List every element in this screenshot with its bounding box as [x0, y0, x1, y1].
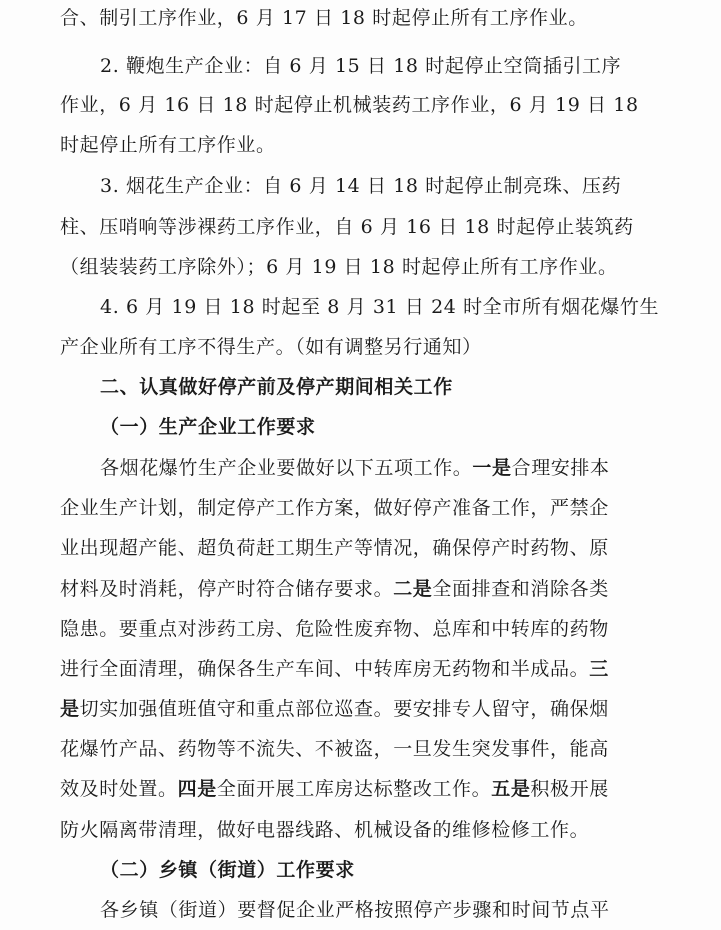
text-line	[60, 536, 660, 560]
text-line	[60, 6, 660, 30]
text-segment: 合理安排本	[511, 457, 610, 479]
text-segment: 二、认真做好停产前及停产期间相关工作	[100, 376, 453, 398]
text-line	[60, 657, 660, 681]
text-segment: 企业生产计划，制定停产工作方案，做好停产准备工作，严禁企	[60, 497, 609, 519]
list-item-4-line	[100, 295, 700, 319]
section-heading	[100, 375, 700, 399]
text-segment: 4. 6 月 19 日 18 时起至 8 月 31 日 24 时全市所有烟花爆竹生	[100, 296, 660, 318]
text-segment: （二）乡镇（街道）工作要求	[100, 859, 355, 881]
text-segment: 柱、压哨响等涉裸药工序作业，自 6 月 16 日 18 时起停止装筑药	[60, 216, 634, 238]
text-line	[60, 335, 660, 359]
text-segment: 3. 烟花生产企业：自 6 月 14 日 18 时起停止制亮珠、压药	[100, 175, 622, 197]
text-segment: 积极开展	[530, 778, 609, 800]
text-segment: 材料及时消耗，停产时符合储存要求。	[60, 578, 394, 600]
subsection-heading	[100, 858, 700, 882]
text-segment: 作业，6 月 16 日 18 时起停止机械装药工序作业，6 月 19 日 18	[60, 94, 639, 116]
text-segment: 隐患。要重点对涉药工房、危险性废弃物、总库和中转库的药物	[60, 618, 609, 640]
emphasis-text: 四是	[177, 778, 217, 800]
text-line	[60, 617, 660, 641]
text-line	[60, 93, 660, 117]
text-segment: 产企业所有工序不得生产。（如有调整另行通知）	[60, 336, 482, 358]
text-segment: 合、制引工序作业，6 月 17 日 18 时起停止所有工序作业。	[60, 7, 588, 29]
text-line	[60, 777, 660, 801]
emphasis-text: 三	[589, 658, 609, 680]
text-segment: 各烟花爆竹生产企业要做好以下五项工作。	[100, 457, 473, 479]
text-line	[60, 577, 660, 601]
subsection-heading	[100, 415, 700, 439]
text-line	[60, 818, 660, 842]
text-line	[60, 133, 660, 157]
text-segment: 全面开展工库房达标整改工作。	[216, 778, 492, 800]
emphasis-text: 二是	[393, 578, 433, 600]
text-segment: （一）生产企业工作要求	[100, 416, 316, 438]
text-segment: 全面排查和消除各类	[432, 578, 609, 600]
text-segment: 花爆竹产品、药物等不流失、不被盗，一旦发生突发事件，能高	[60, 738, 609, 760]
paragraph-first-line	[100, 898, 700, 922]
text-segment: 进行全面清理，确保各生产车间、中转库房无药物和半成品。	[60, 658, 590, 680]
text-segment: 时起停止所有工序作业。	[60, 134, 276, 156]
emphasis-text: 一是	[472, 457, 512, 479]
text-line	[60, 255, 660, 279]
text-segment: 切实加强值班值守和重点部位巡查。要安排专人留守，确保烟	[79, 698, 609, 720]
text-segment: 防火隔离带清理，做好电器线路、机械设备的维修检修工作。	[60, 819, 590, 841]
text-segment: 各乡镇（街道）要督促企业严格按照停产步骤和时间节点平	[100, 899, 610, 921]
text-segment: （组装装药工序除外）；6 月 19 日 18 时起停止所有工序作业。	[60, 256, 618, 278]
text-line	[60, 496, 660, 520]
emphasis-text: 是	[60, 698, 80, 720]
text-segment: 2. 鞭炮生产企业：自 6 月 15 日 18 时起停止空筒插引工序	[100, 55, 622, 77]
emphasis-text: 五是	[491, 778, 531, 800]
list-item-3-line	[100, 174, 700, 198]
text-line	[60, 737, 660, 761]
text-segment: 业出现超产能、超负荷赶工期生产等情况，确保停产时药物、原	[60, 537, 609, 559]
text-line	[60, 215, 660, 239]
text-line	[60, 697, 660, 721]
list-item-2-line	[100, 54, 700, 78]
paragraph-first-line	[100, 456, 700, 480]
text-segment: 效及时处置。	[60, 778, 178, 800]
